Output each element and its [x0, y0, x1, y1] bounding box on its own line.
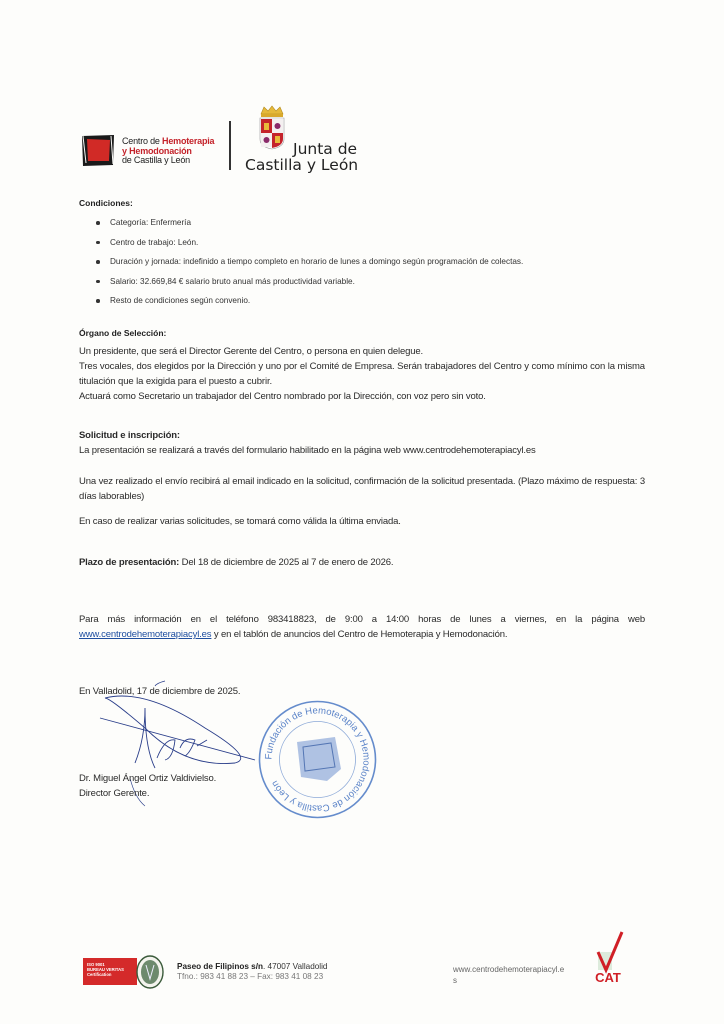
info-text-after: y en el tablón de anuncios del Centro de Hemoterapia y Hemodonación. — [211, 629, 508, 640]
list-item: Resto de condiciones según convenio. — [96, 296, 523, 316]
centro-logo-text — [122, 137, 214, 166]
solicitud-title: Solicitud e inscripción: — [79, 430, 180, 441]
plazo-label: Plazo de presentación: — [79, 557, 180, 568]
stamp-text: Fundación de Hemoterapia y Hemodonación de Castilla y León — [263, 705, 372, 814]
list-item: Centro de trabajo: León. — [96, 238, 523, 258]
logo-line2: y Hemodonación — [122, 145, 192, 156]
cat-certification-logo-icon — [590, 930, 626, 988]
solicitud-p2: Una vez realizado el envío recibirá al email indicado en la solicitud, confirmación de la solicitud presentada. (Plazo máximo de respuesta: 3 días laborables) — [79, 476, 645, 502]
list-item: Categoría: Enfermería — [96, 218, 523, 238]
bv-line1: ISO 9001 — [87, 962, 105, 967]
bv-line2: BUREAU VERITAS — [87, 967, 124, 972]
bv-line3: Certification — [87, 972, 112, 977]
condiciones-list — [96, 218, 523, 316]
footer-phone: Tfno.: 983 41 88 23 – Fax: 983 41 08 23 — [177, 972, 324, 981]
signer-name: Dr. Miguel Ángel Ortiz Valdivielso. — [79, 773, 217, 784]
info-paragraph — [79, 612, 645, 642]
address-city: . 47007 Valladolid — [263, 962, 328, 971]
official-stamp-icon — [255, 697, 380, 822]
footer-web[interactable] — [453, 964, 564, 986]
centro-hemoterapia-logo-icon — [80, 133, 116, 167]
footer-address — [177, 962, 328, 982]
condiciones-title: Condiciones: — [79, 198, 133, 208]
header-divider — [229, 121, 231, 170]
place-date: En Valladolid, 17 de diciembre de 2025. — [79, 686, 241, 697]
website-link[interactable]: www.centrodehemoterapiacyl.es — [79, 629, 212, 640]
organo-title: Órgano de Selección: — [79, 328, 167, 338]
list-item: Salario: 32.669,84 € salario bruto anual más productividad variable. — [96, 277, 523, 297]
solicitud-p3: En caso de realizar varias solicitudes, se tomará como válida la última enviada. — [79, 516, 401, 527]
junta-line2: Castilla y León — [245, 156, 359, 174]
organo-line2: Tres vocales, dos elegidos por la Dirección y uno por el Comité de Empresa. Serán trabajadores del Centro y como mínimo con la misma titulación que la exigida para el puesto a cubrir. — [79, 361, 645, 387]
footer-web-line1: www.centrodehemoterapiacyl.e — [453, 965, 565, 974]
footer-web-line2: s — [453, 976, 457, 985]
solicitud-p1: La presentación se realizará a través del formulario habilitado en la página web www.centrodehemoterapiacyl.es — [79, 445, 536, 456]
cat-label: CAT — [595, 970, 621, 985]
bureau-veritas-seal-icon — [136, 955, 164, 989]
info-text-before: Para más información en el teléfono 983418823, de 9:00 a 14:00 horas de lunes a viernes, en la página web — [79, 614, 645, 625]
organo-line1: Un presidente, que será el Director Gerente del Centro, o persona en quien delegue. — [79, 346, 424, 357]
plazo-value: Del 18 de diciembre de 2025 al 7 de enero de 2026. — [179, 557, 394, 568]
organo-line3: Actuará como Secretario un trabajador del Centro nombrado por la Dirección, con voz pero sin voto. — [79, 391, 486, 402]
logo-line1-red: Hemoterapia — [162, 136, 215, 146]
junta-line1: Junta de — [293, 140, 358, 158]
junta-logo-text — [245, 141, 358, 173]
plazo-line — [79, 555, 393, 570]
bureau-veritas-badge — [83, 958, 137, 985]
logo-line1-plain: Centro de — [122, 136, 163, 146]
logo-line3: de Castilla y León — [122, 155, 190, 165]
signer-role: Director Gerente. — [79, 788, 150, 799]
address-street: Paseo de Filipinos s/n — [177, 962, 263, 971]
list-item: Duración y jornada: indefinido a tiempo completo en horario de lunes a domingo según programación de colectas. — [96, 257, 523, 277]
